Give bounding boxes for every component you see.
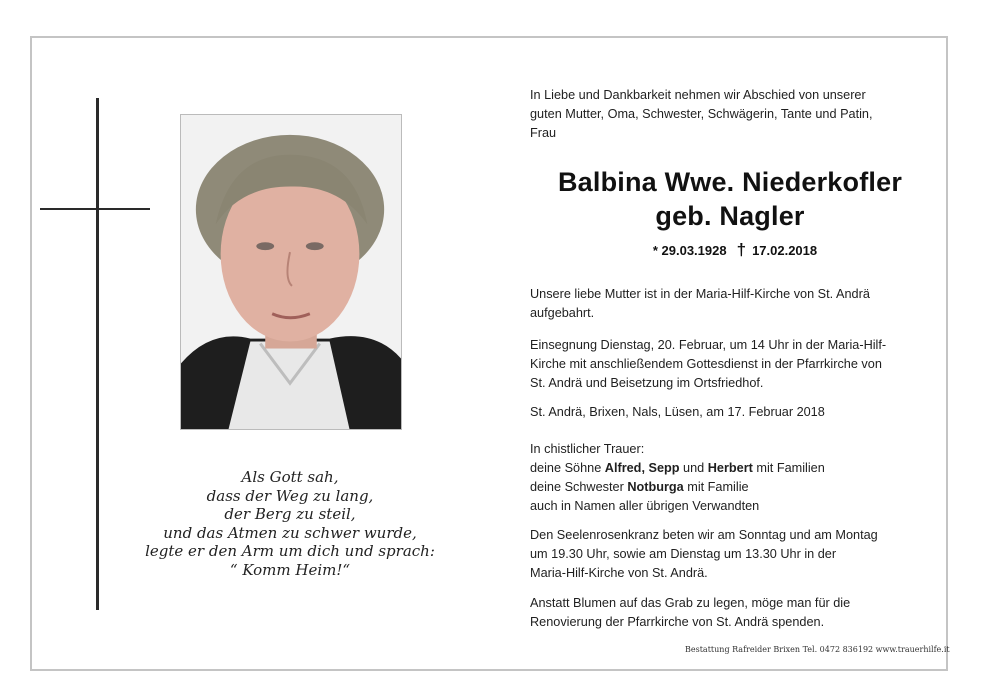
son-name: Alfred	[604, 461, 642, 475]
portrait-photo	[180, 114, 402, 430]
text-line: um 19.30 Uhr, sowie am Dienstag um 13.30 Uhr in der	[530, 547, 837, 561]
separator: ,	[641, 461, 649, 475]
intro-line: In Liebe und Dankbarkeit nehmen wir Abschied von unserer	[530, 88, 866, 102]
intro-line: Frau	[530, 126, 557, 140]
text-line: St. Andrä, Brixen, Nals, Lüsen, am 17. Februar 2018	[530, 405, 825, 419]
intro-text	[530, 86, 940, 143]
poem-line: dass der Weg zu lang,	[206, 486, 374, 505]
separator: und	[679, 461, 708, 475]
text: deine Söhne	[530, 461, 605, 475]
mourners	[530, 440, 950, 516]
text-line: Einsegnung Dienstag, 20. Februar, um 14 Uhr in der Maria-Hilf-	[530, 338, 887, 352]
birth-date: * 29.03.1928	[652, 243, 727, 258]
text-line: In chistlicher Trauer:	[530, 442, 645, 456]
text: deine Schwester	[530, 480, 628, 494]
laid-out-notice	[530, 285, 950, 323]
sons-line	[530, 459, 950, 478]
text-line: aufgebahrt.	[530, 306, 595, 320]
sister-line	[530, 478, 950, 497]
death-date: 17.02.2018	[752, 243, 818, 258]
text-line: Unsere liebe Mutter ist in der Maria-Hilf-Kirche von St. Andrä	[530, 287, 870, 301]
text-line: Maria-Hilf-Kirche von St. Andrä.	[530, 566, 708, 580]
deceased-name-line2: geb. Nagler	[655, 201, 805, 231]
deceased-name	[530, 165, 930, 233]
poem-line: und das Atmen zu schwer wurde,	[163, 523, 417, 542]
cross-vertical-bar	[96, 98, 99, 610]
son-name: Sepp	[648, 461, 680, 475]
poem-line: “ Komm Heim!“	[229, 560, 351, 579]
life-dates	[530, 240, 940, 260]
text-line: St. Andrä und Beisetzung im Ortsfriedhof.	[530, 376, 764, 390]
donation-notice	[530, 594, 950, 632]
dagger-icon: †	[736, 240, 747, 259]
text-line: Den Seelenrosenkranz beten wir am Sonntag und am Montag	[530, 528, 878, 542]
sister-name: Notburga	[627, 480, 684, 494]
poem-line: der Berg zu steil,	[224, 505, 356, 524]
poem-line: legte er den Arm um dich und sprach:	[145, 542, 435, 561]
intro-line: guten Mutter, Oma, Schwester, Schwägerin, Tante und Patin,	[530, 107, 873, 121]
deceased-name-line1: Balbina Wwe. Niederkofler	[557, 167, 903, 197]
poem-line: Als Gott sah,	[241, 468, 339, 486]
text-line: Anstatt Blumen auf das Grab zu legen, möge man für die	[530, 596, 851, 610]
place-date	[530, 403, 950, 422]
text: mit Familien	[752, 461, 825, 475]
funeral-home-footer: Bestattung Rafreider Brixen Tel. 0472 836192 www.trauerhilfe.it	[685, 645, 950, 654]
rosary-notice	[530, 526, 950, 583]
text-line: Kirche mit anschließendem Gottesdienst in der Pfarrkirche von	[530, 357, 882, 371]
text-line: auch in Namen aller übrigen Verwandten	[530, 499, 760, 513]
son-name: Herbert	[707, 461, 753, 475]
text: mit Familie	[683, 480, 749, 494]
ceremony-notice	[530, 336, 950, 393]
text-line: Renovierung der Pfarrkirche von St. Andrä spenden.	[530, 615, 825, 629]
poem	[140, 468, 440, 580]
cross-horizontal-bar	[40, 208, 150, 210]
